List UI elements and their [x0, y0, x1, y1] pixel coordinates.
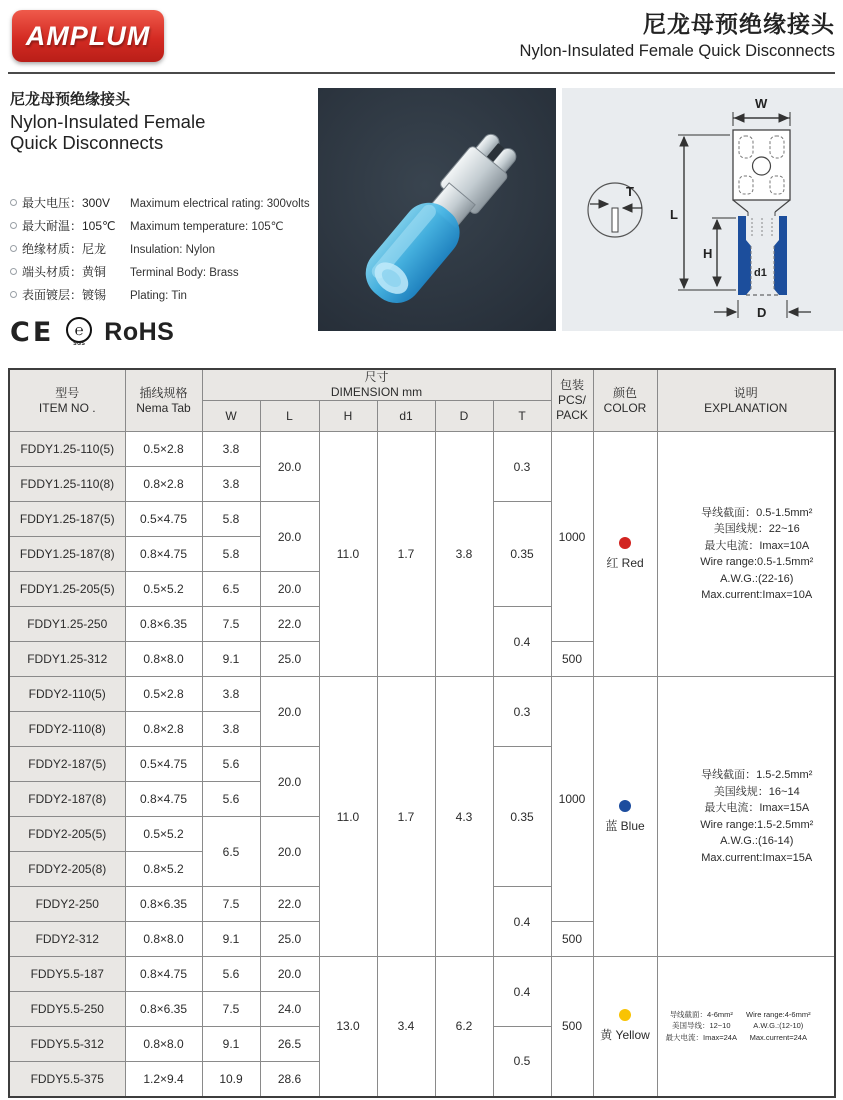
value-cell: 25.0	[260, 922, 319, 957]
value-cell: 20.0	[260, 677, 319, 747]
value-cell: 0.4	[493, 957, 551, 1027]
dim-label-T: T	[626, 184, 634, 199]
item-no-cell: FDDY2-187(5)	[9, 747, 125, 782]
spec-table-head	[9, 369, 835, 432]
value-cell: 0.8×8.0	[125, 922, 202, 957]
color-cell	[593, 432, 657, 677]
header-divider	[8, 72, 835, 74]
value-cell: 24.0	[260, 992, 319, 1027]
product-title-en	[10, 112, 312, 154]
value-cell: 0.5×5.2	[125, 817, 202, 852]
value-cell: 0.4	[493, 607, 551, 677]
value-cell: 3.4	[377, 957, 435, 1097]
color-label: 红 Red	[606, 556, 644, 570]
item-no-cell: FDDY5.5-375	[9, 1062, 125, 1097]
dim-label-L: L	[670, 207, 678, 222]
page-title-zh: 尼龙母预绝缘接头	[643, 11, 835, 37]
spec-row	[10, 286, 312, 303]
spec-en: Maximum electrical rating: 300volts	[130, 197, 310, 210]
col-header-pack: 包装 PCS/ PACK	[551, 369, 593, 432]
value-cell: 11.0	[319, 677, 377, 957]
item-no-cell: FDDY5.5-250	[9, 992, 125, 1027]
value-cell: 5.8	[202, 537, 260, 572]
dim-label-W: W	[755, 96, 768, 111]
value-cell: 1000	[551, 432, 593, 642]
item-no-cell: FDDY1.25-205(5)	[9, 572, 125, 607]
value-cell: 5.6	[202, 957, 260, 992]
sgs-e-mark-icon: ℮ SGS	[66, 317, 92, 347]
bullet-icon	[10, 199, 17, 206]
spec-en: Insulation: Nylon	[130, 243, 216, 256]
value-cell: 0.8×6.35	[125, 887, 202, 922]
value-cell: 0.8×6.35	[125, 607, 202, 642]
item-no-cell: FDDY1.25-250	[9, 607, 125, 642]
dim-label-D: D	[757, 305, 767, 320]
product-title-en-line1: Nylon-Insulated Female	[10, 111, 206, 132]
item-no-cell: FDDY1.25-110(5)	[9, 432, 125, 467]
spec-zh: 端头材质：黄铜	[22, 264, 107, 279]
value-cell: 0.5×5.2	[125, 572, 202, 607]
explanation-text: 导线截面：0.5-1.5mm² 美国线规：22~16 最大电流：Imax=10A Wire range:0.5-1.5mm² A.W.G.:(22-16) Max.current:Imax=10A	[700, 506, 814, 601]
value-cell: 0.5×2.8	[125, 432, 202, 467]
item-no-cell: FDDY2-187(8)	[9, 782, 125, 817]
color-cell	[593, 677, 657, 957]
value-cell: 20.0	[260, 572, 319, 607]
product-title-en-line2: Quick Disconnects	[10, 131, 164, 153]
rohs-mark: RoHS	[104, 317, 175, 346]
value-cell: 11.0	[319, 432, 377, 677]
spec-table-body	[9, 432, 835, 1097]
red-color-dot-icon	[619, 537, 631, 549]
page-title-en: Nylon-Insulated Female Quick Disconnects	[519, 42, 835, 60]
explanation-text: 导线截面：4-6mm² 美国导线：12~10 最大电流：Imax=24A Wire range:4-6mm² A.W.G.:(12-10) Max.current=24A	[665, 1009, 811, 1043]
value-cell: 6.2	[435, 957, 493, 1097]
page-header	[10, 6, 835, 70]
value-cell: 0.5	[493, 1027, 551, 1097]
value-cell: 1000	[551, 677, 593, 922]
col-header-explanation: 说明 EXPLANATION	[657, 369, 835, 432]
value-cell: 20.0	[260, 432, 319, 502]
spec-row	[10, 240, 312, 257]
value-cell: 9.1	[202, 642, 260, 677]
dimension-diagram	[562, 88, 843, 331]
table-row	[9, 677, 835, 712]
value-cell: 5.6	[202, 747, 260, 782]
value-cell: 3.8	[202, 712, 260, 747]
value-cell: 0.4	[493, 887, 551, 957]
spec-zh: 表面镀层：镀锡	[22, 287, 107, 302]
value-cell: 4.3	[435, 677, 493, 957]
spec-row	[10, 217, 312, 234]
item-no-cell: FDDY5.5-312	[9, 1027, 125, 1062]
value-cell: 7.5	[202, 887, 260, 922]
value-cell: 0.35	[493, 747, 551, 887]
value-cell: 9.1	[202, 1027, 260, 1062]
blue-color-dot-icon	[619, 800, 631, 812]
spec-table	[8, 368, 836, 1098]
dim-label-H: H	[703, 246, 713, 261]
spec-row	[10, 263, 312, 280]
col-header-h: H	[319, 401, 377, 432]
value-cell: 0.8×2.8	[125, 712, 202, 747]
product-info	[10, 88, 312, 348]
value-cell: 10.9	[202, 1062, 260, 1097]
table-row	[9, 432, 835, 467]
product-title-zh: 尼龙母预绝缘接头	[10, 91, 131, 108]
value-cell: 25.0	[260, 642, 319, 677]
product-photo	[318, 88, 556, 331]
value-cell: 0.5×4.75	[125, 747, 202, 782]
brand-logo-text: AMPLUM	[25, 20, 151, 51]
col-header-l: L	[260, 401, 319, 432]
dimension-diagram-graphic	[562, 88, 843, 331]
col-header-item-no: 型号 ITEM NO .	[9, 369, 125, 432]
value-cell: 0.8×8.0	[125, 1027, 202, 1062]
value-cell: 0.3	[493, 432, 551, 502]
item-no-cell: FDDY5.5-187	[9, 957, 125, 992]
explanation-cell	[657, 957, 835, 1097]
value-cell: 500	[551, 957, 593, 1097]
value-cell: 20.0	[260, 502, 319, 572]
value-cell: 13.0	[319, 957, 377, 1097]
value-cell: 1.2×9.4	[125, 1062, 202, 1097]
value-cell: 0.8×8.0	[125, 642, 202, 677]
value-cell: 26.5	[260, 1027, 319, 1062]
value-cell: 7.5	[202, 992, 260, 1027]
col-header-dimension: 尺寸 DIMENSION mm	[202, 369, 551, 401]
spec-zh: 最大耐温：105℃	[22, 218, 116, 233]
spec-zh: 绝缘材质：尼龙	[22, 241, 107, 256]
spec-zh: 最大电压：300V	[22, 195, 111, 210]
color-label: 蓝 Blue	[605, 818, 645, 833]
value-cell: 6.5	[202, 817, 260, 887]
value-cell: 1.7	[377, 432, 435, 677]
certification-logos	[10, 317, 312, 348]
value-cell: 0.8×5.2	[125, 852, 202, 887]
spec-en: Maximum temperature: 105℃	[130, 220, 284, 233]
item-no-cell: FDDY1.25-312	[9, 642, 125, 677]
ce-mark-icon: CE	[10, 316, 55, 348]
value-cell: 0.5×2.8	[125, 677, 202, 712]
yellow-color-dot-icon	[619, 1009, 631, 1021]
value-cell: 5.6	[202, 782, 260, 817]
explanation-cell	[657, 677, 835, 957]
spec-en: Terminal Body: Brass	[130, 266, 239, 279]
item-no-cell: FDDY2-110(5)	[9, 677, 125, 712]
item-no-cell: FDDY2-110(8)	[9, 712, 125, 747]
value-cell: 0.8×4.75	[125, 782, 202, 817]
bullet-icon	[10, 291, 17, 298]
value-cell: 500	[551, 642, 593, 677]
col-header-nema-tab: 插线规格 Nema Tab	[125, 369, 202, 432]
value-cell: 0.35	[493, 502, 551, 607]
value-cell: 3.8	[435, 432, 493, 677]
spec-list	[10, 194, 312, 303]
value-cell: 6.5	[202, 572, 260, 607]
value-cell: 0.8×4.75	[125, 537, 202, 572]
color-cell	[593, 957, 657, 1097]
item-no-cell: FDDY2-205(8)	[9, 852, 125, 887]
value-cell: 9.1	[202, 922, 260, 957]
value-cell: 0.5×4.75	[125, 502, 202, 537]
col-header-t: T	[493, 401, 551, 432]
value-cell: 0.8×2.8	[125, 467, 202, 502]
value-cell: 20.0	[260, 747, 319, 817]
value-cell: 7.5	[202, 607, 260, 642]
value-cell: 0.8×6.35	[125, 992, 202, 1027]
col-header-d: D	[435, 401, 493, 432]
bullet-icon	[10, 222, 17, 229]
table-row	[9, 957, 835, 992]
dim-label-d1: d1	[754, 267, 767, 279]
bullet-icon	[10, 245, 17, 252]
value-cell: 3.8	[202, 467, 260, 502]
value-cell: 28.6	[260, 1062, 319, 1097]
header-titles	[520, 6, 835, 61]
bullet-icon	[10, 268, 17, 275]
item-no-cell: FDDY2-250	[9, 887, 125, 922]
brand-logo	[12, 10, 164, 62]
value-cell: 22.0	[260, 887, 319, 922]
color-label: 黄 Yellow	[600, 1028, 650, 1043]
value-cell: 500	[551, 922, 593, 957]
spec-en: Plating: Tin	[130, 289, 187, 302]
value-cell: 5.8	[202, 502, 260, 537]
value-cell: 20.0	[260, 817, 319, 887]
value-cell: 3.8	[202, 432, 260, 467]
explanation-cell	[657, 432, 835, 677]
value-cell: 3.8	[202, 677, 260, 712]
value-cell: 0.8×4.75	[125, 957, 202, 992]
value-cell: 22.0	[260, 607, 319, 642]
item-no-cell: FDDY2-205(5)	[9, 817, 125, 852]
col-header-w: W	[202, 401, 260, 432]
terminal-photo-graphic	[318, 88, 556, 331]
value-cell: 1.7	[377, 677, 435, 957]
spec-row	[10, 194, 312, 211]
item-no-cell: FDDY2-312	[9, 922, 125, 957]
value-cell: 20.0	[260, 957, 319, 992]
value-cell: 0.3	[493, 677, 551, 747]
item-no-cell: FDDY1.25-187(8)	[9, 537, 125, 572]
col-header-d1: d1	[377, 401, 435, 432]
item-no-cell: FDDY1.25-187(5)	[9, 502, 125, 537]
item-no-cell: FDDY1.25-110(8)	[9, 467, 125, 502]
explanation-text: 导线截面：1.5-2.5mm² 美国线规：16~14 最大电流：Imax=15A Wire range:1.5-2.5mm² A.W.G.:(16-14) Max.current:Imax=15A	[700, 769, 814, 864]
col-header-color: 颜色 COLOR	[593, 369, 657, 432]
